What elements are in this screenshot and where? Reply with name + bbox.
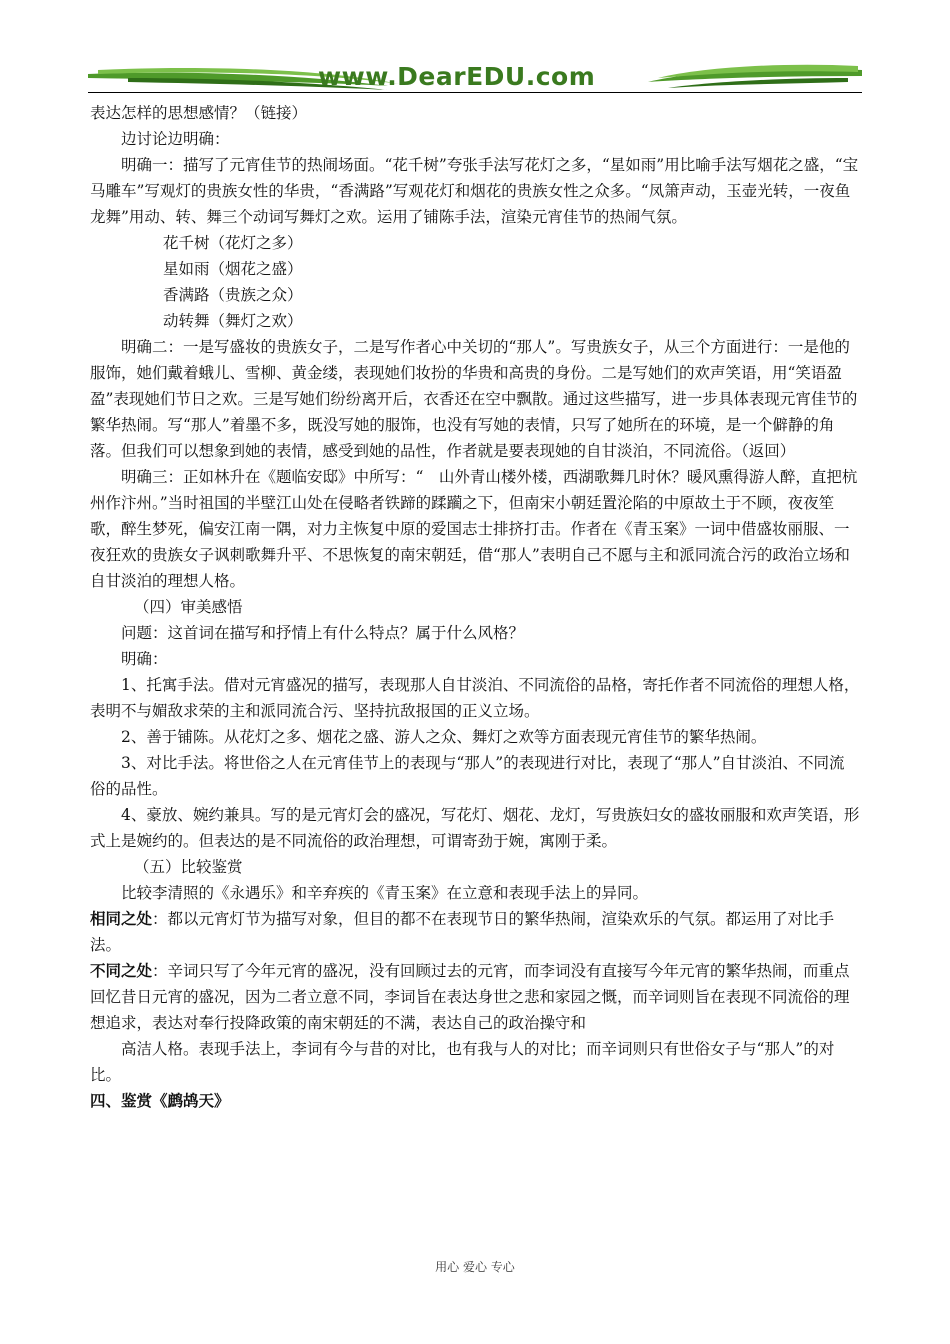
feature-point-two: 2、善于铺陈。从花灯之多、烟花之盛、游人之众、舞灯之欢等方面表现元宵佳节的繁华热闹。 (121, 728, 767, 746)
document-body (90, 100, 860, 1114)
summary-list-item: 香满路（贵族之众） (163, 286, 303, 304)
intro-question-line: 表达怎样的思想感情？（链接） (90, 104, 308, 122)
differences-paragraph (90, 958, 860, 1036)
feature-point-three: 3、对比手法。将世俗之人在元宵佳节上的表现与“那人”的表现进行对比，表现了“那人”自甘淡泊、不同流俗的品性。 (90, 754, 845, 798)
summary-list-item: 星如雨（烟花之盛） (163, 260, 303, 278)
header-rule-line (88, 92, 862, 93)
differences-text: ：辛词只写了今年元宵的盛况，没有回顾过去的元宵，而李词没有直接写今年元宵的繁华热闹，而重点回忆昔日元宵的盛况，因为二者立意不同，李词旨在表达身世之悲和家园之慨，而辛词则旨在表现不同流俗的理想追求，表达对奉行投降政策的南宋朝廷的不满，表达自己的政治操守和 (90, 962, 850, 1032)
clarify-two-paragraph: 明确二：一是写盛妆的贵族女子，二是写作者心中关切的“那人”。写贵族女子，从三个方面进行：一是他的服饰，她们戴着蛾儿、雪柳、黄金缕，表现她们妆扮的华贵和高贵的身份。二是写她们的欢声笑语，用“笑语盈盈”表现她们节日之欢。三是写她们纷纷离开后，衣香还在空中飘散。通过这些描写，进一步具体表现元宵佳节的繁华热闹。写“那人”着墨不多，既没写她的服饰，也没有写她的表情，只写了她所在的环境，是一个僻静的角落。但我们可以想象到她的表情，感受到她的品性，作者就是要表现她的自甘淡泊，不同流俗。（返回） (90, 338, 858, 460)
section-four-heading: （四）审美感悟 (134, 598, 243, 616)
clarify-three-paragraph: 明确三：正如林升在《题临安邸》中所写：“ 山外青山楼外楼，西湖歌舞几时休？暖风熏得游人醉，直把杭州作汴州。”当时祖国的半壁江山处在侵略者铁蹄的蹂躏之下，但南宋小朝廷置沦陷的中原故土于不顾，夜夜笙歌，醉生梦死，偏安江南一隅，对力主恢复中原的爱国志士排挤打击。作者在《青玉案》一词中借盛妆丽服、一夜狂欢的贵族女子讽刺歌舞升平、不思恢复的南宋朝廷，借“那人”表明自己不愿与主和派同流合污的政治立场和自甘淡泊的理想人格。 (90, 468, 858, 590)
section-five-intro: 比较李清照的《永遇乐》和辛弃疾的《青玉案》在立意和表现手法上的异同。 (121, 884, 649, 902)
feature-point-one: 1、托寓手法。借对元宵盛况的描写，表现那人自甘淡泊、不同流俗的品格，寄托作者不同流俗的理想人格，表明不与媚敌求荣的主和派同流合污、坚持抗敌报国的正义立场。 (90, 676, 860, 720)
differences-label: 不同之处 (90, 962, 153, 980)
feature-point-four: 4、豪放、婉约兼具。写的是元宵灯会的盛况，写花灯、烟花、龙灯，写贵族妇女的盛妆丽服和欢声笑语，形式上是婉约的。但表达的是不同流俗的政治理想，可谓寄劲于婉，寓刚于柔。 (90, 806, 860, 850)
section-five-heading: （五）比较鉴赏 (134, 858, 243, 876)
page-footer: 用心 爱心 专心 (435, 1260, 515, 1274)
summary-list-item: 花千树（花灯之多） (163, 234, 303, 252)
part-four-heading: 四、鉴赏《鹧鸪天》 (90, 1092, 230, 1110)
clarify-one-paragraph: 明确一：描写了元宵佳节的热闹场面。“花千树”夸张手法写花灯之多，“星如雨”用比喻手法写烟花之盛，“宝马雕车”写观灯的贵族女性的华贵，“香满路”写观花灯和烟花的贵族女性之众多。“凤箫声动，玉壶光转，一夜鱼龙舞”用动、转、舞三个动词写舞灯之欢。运用了铺陈手法，渲染元宵佳节的热闹气氛。 (90, 156, 859, 226)
discuss-line: 边讨论边明确： (121, 130, 230, 148)
summary-list-item: 动转舞（舞灯之欢） (163, 312, 303, 330)
similarities-text: ：都以元宵灯节为描写对象，但目的都不在表现节日的繁华热闹，渲染欢乐的气氛。都运用了对比手法。 (90, 910, 835, 954)
similarities-label: 相同之处 (90, 910, 153, 928)
similarities-paragraph (90, 906, 860, 958)
differences-continuation: 高洁人格。表现手法上，李词有今与昔的对比，也有我与人的对比；而辛词则只有世俗女子与“那人”的对比。 (90, 1040, 835, 1084)
section-four-clarify-label: 明确： (121, 650, 168, 668)
site-logo-text: www.DearEDU.com (318, 62, 596, 91)
section-four-question: 问题：这首词在描写和抒情上有什么特点？属于什么风格？ (121, 624, 525, 642)
